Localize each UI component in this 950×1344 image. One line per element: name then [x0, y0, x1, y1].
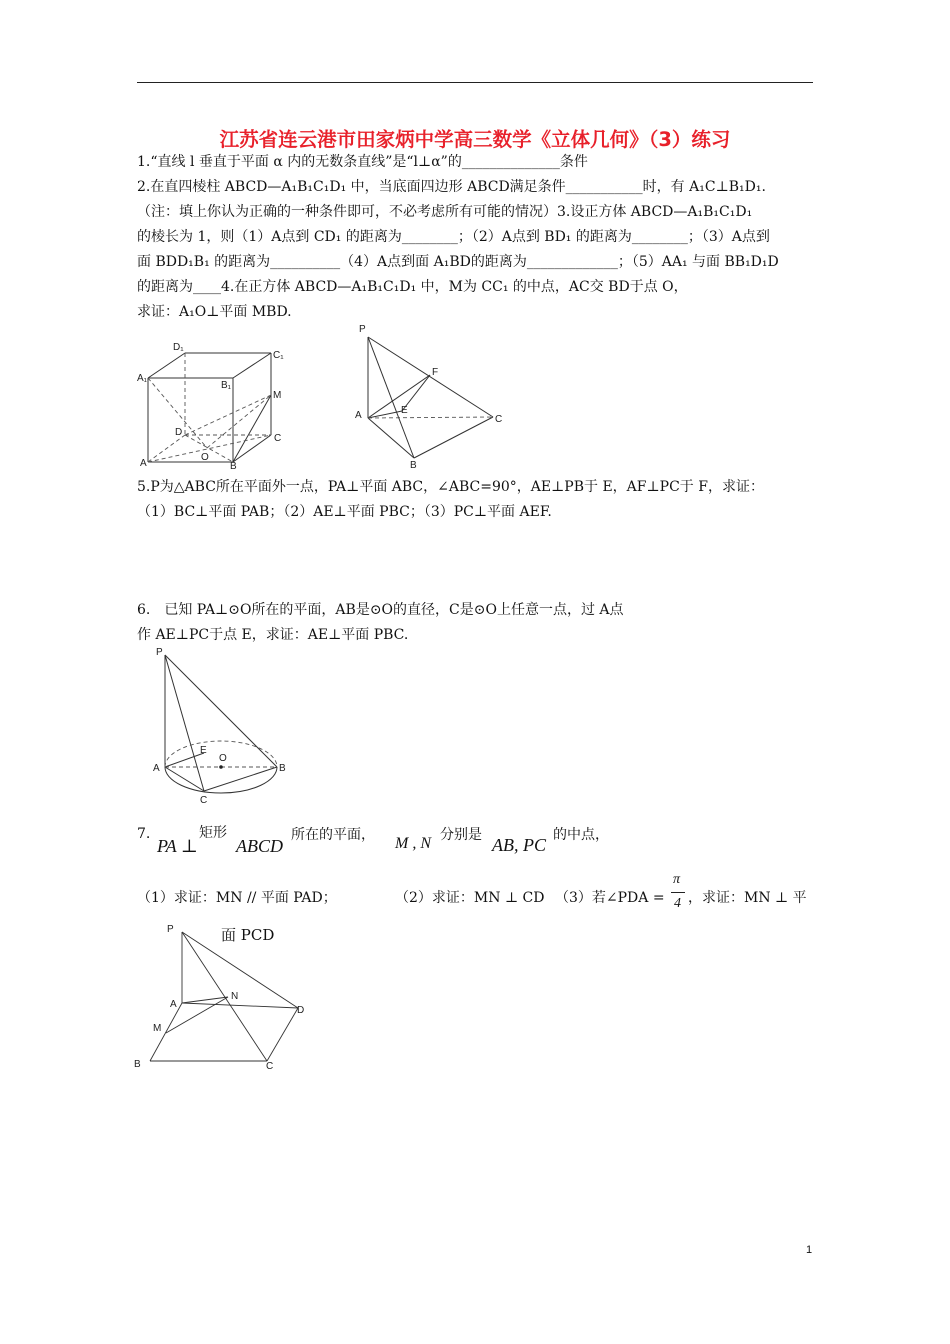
- problem-7-q3: （3）若∠PDA =: [555, 890, 665, 906]
- problem-7-q3c: 面 PCD: [221, 926, 275, 944]
- problem-7-plane: 所在的平面，: [291, 827, 375, 843]
- problem-7-pa: PA ⊥: [157, 836, 198, 856]
- cube-label: O: [201, 452, 209, 463]
- problem-2: 2.在直四棱柱 ABCD—A₁B₁C₁D₁ 中，当底面四边形 ABCD满足条件___________时，有 A₁C⊥B₁D₁.: [137, 179, 766, 195]
- cone-label: A: [153, 763, 160, 774]
- cube-label: B₁: [221, 380, 232, 391]
- problem-4-prove: 求证：A₁O⊥平面 MBD.: [137, 304, 292, 320]
- rect-label: N: [231, 991, 239, 1002]
- problem-6-line1: 6. 已知 PA⊥⊙O所在的平面，AB是⊙O的直径，C是⊙O上任意一点，过 A点: [137, 602, 624, 618]
- rect-label: M: [153, 1023, 162, 1034]
- pyramid-label: E: [401, 405, 408, 416]
- cube-label: A: [140, 458, 147, 469]
- problem-7-number: 7.: [137, 826, 151, 842]
- pyramid-figure: [350, 320, 510, 472]
- pyramid-label: C: [495, 414, 503, 425]
- cube-label: C: [274, 433, 282, 444]
- cone-label: C: [200, 795, 208, 806]
- cube-label: D₁: [173, 342, 184, 353]
- cube-label: D: [175, 427, 183, 438]
- problem-1: 1.“直线 l 垂直于平面 α 内的无数条直线”是“l⊥α”的______________条件: [137, 154, 588, 170]
- problem-7-abcd: ABCD: [236, 836, 283, 856]
- cone-label: B: [279, 763, 286, 774]
- problem-7-q1: （1）求证：MN // 平面 PAD；: [137, 890, 337, 906]
- problem-5-line1: 5.P为△ABC所在平面外一点，PA⊥平面 ABC，∠ABC=90°，AE⊥PB于 E，AF⊥PC于 F，求证：: [137, 479, 764, 495]
- problem-2-note: （注：填上你认为正确的一种条件即可，不必考虑所有可能的情况）3.设正方体 ABCD—A₁B₁C₁D₁: [137, 204, 753, 220]
- cube-label: M: [273, 390, 282, 401]
- pyramid-label: F: [432, 367, 439, 378]
- problem-3-line: 面 BDD₁B₁ 的距离为__________（4）A点到面 A₁BD的距离为_____________；（5）AA₁ 与面 BB₁D₁D: [137, 254, 779, 270]
- cone-figure: [145, 643, 290, 808]
- rect-label: D: [297, 1005, 305, 1016]
- fraction-bar: [671, 892, 685, 893]
- rect-label: B: [134, 1059, 141, 1070]
- problem-3-line: 的棱长为 1，则（1）A点到 CD₁ 的距离为________；（2）A点到 BD₁ 的距离为________；（3）A点到: [137, 229, 770, 245]
- problem-5-line2: （1）BC⊥平面 PAB；（2）AE⊥平面 PBC；（3）PC⊥平面 AEF.: [137, 504, 552, 520]
- rect-label: A: [170, 999, 177, 1010]
- cube-label: C₁: [273, 350, 284, 361]
- page-title: 江苏省连云港市田家炳中学高三数学《立体几何》（3）练习: [219, 128, 731, 151]
- problem-7-rect: 矩形: [199, 825, 227, 841]
- pyramid-label: P: [359, 324, 366, 335]
- pyramid-label: A: [355, 410, 362, 421]
- cube-label: B: [230, 461, 237, 470]
- problem-7-q3b: ，求证：MN ⊥ 平: [688, 890, 807, 906]
- problem-6-line2: 作 AE⊥PC于点 E，求证：AE⊥平面 PBC.: [137, 627, 409, 643]
- rect-figure: [130, 922, 320, 1074]
- cube-figure: [135, 338, 285, 470]
- problem-7-four: 4: [674, 896, 681, 911]
- rect-label: P: [167, 924, 174, 935]
- problem-7-pi: π: [673, 872, 681, 887]
- header-rule: [137, 82, 813, 83]
- problem-7-fenbie: 分别是: [440, 827, 482, 843]
- cone-label: E: [200, 745, 207, 756]
- problem-7-q2: （2）求证：MN ⊥ CD: [395, 890, 545, 906]
- cube-label: A₁: [137, 373, 148, 384]
- problem-7-abpc: AB, PC: [492, 835, 546, 855]
- pyramid-label: B: [410, 460, 417, 471]
- problem-7-mid: 的中点，: [553, 827, 609, 843]
- problem-7-mn: M , N: [395, 835, 431, 852]
- page-number: 1: [806, 1244, 813, 1256]
- problem-3-line: 的距离为____4.在正方体 ABCD—A₁B₁C₁D₁ 中，M为 CC₁ 的中点，AC交 BD于点 O，: [137, 279, 688, 295]
- cone-label: P: [156, 647, 163, 658]
- rect-label: C: [266, 1061, 274, 1072]
- cone-label: O: [219, 753, 227, 764]
